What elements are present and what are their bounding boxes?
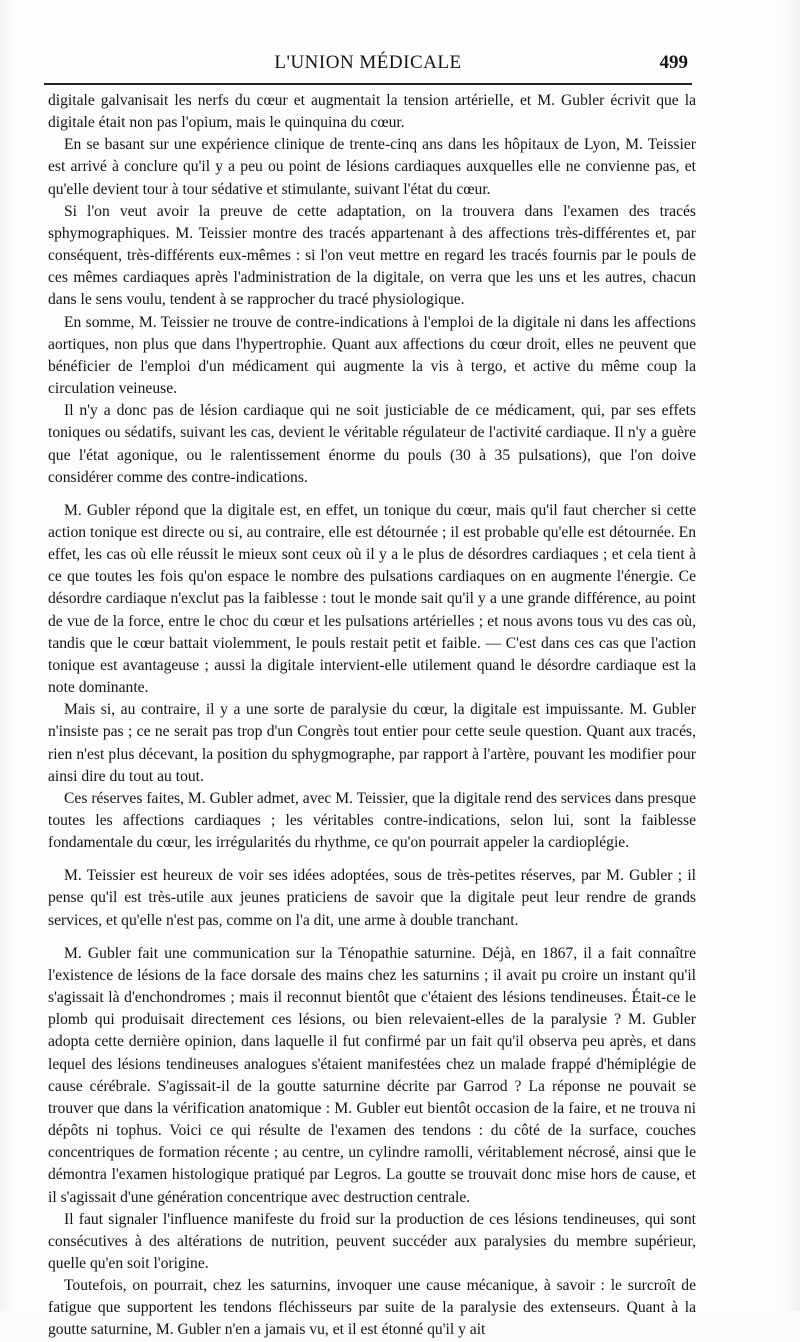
paragraph: M. Gubler répond que la digitale est, en effet, un tonique du cœur, mais qu'il faut chercher si cette action tonique est directe ou si, au contraire, elle est détournée ; il est probable qu'elle est détournée. En effet, les cas où elle réussit le mieux sont ceux où il y a le plus de désordres cardiaques ; et cela tient à ce que toutes les fois qu'on espace le nombre des pulsations cardiaques on en augmente l'énergie. Ce désordre cardiaque n'exclut pas la faiblesse : tout le monde sait qu'il y a une grande différence, au point de vue de la force, entre le choc du cœur et les pulsations artérielles ; et nous avons tous vu des cas où, tandis que le cœur battait violemment, le pouls restait petit et faible. — C'est dans ces cas que l'action tonique est avantageuse ; aussi la digitale intervient-elle utilement quand le désordre cardiaque est la note dominante.	[48, 501, 696, 697]
paragraph: Ces réserves faites, M. Gubler admet, avec M. Teissier, que la digitale rend des services dans presque toutes les affections cardiaques ; les véritables contre-indications, selon lui, sont la faiblesse fondamentale du cœur, les irrégularités du rhythme, ce qu'on pourrait appeler la cardioplégie.	[48, 789, 696, 852]
paragraph: Mais si, au contraire, il y a une sorte de paralysie du cœur, la digitale est impuissante. M. Gubler n'insiste pas ; ce ne serait pas trop d'un Congrès tout entier pour cette seule question. Quant aux tracés, rien n'est plus décevant, la position du sphygmographe, par rapport à l'artère, pouvant les modifier pour ainsi dire du tout au tout.	[48, 701, 696, 785]
paragraph: Si l'on veut avoir la preuve de cette adaptation, on la trouvera dans l'examen des tracés sphymographiques. M. Teissier montre des tracés appartenant à des affections très-différentes et, par conséquent, très-différents eux-mêmes : si l'on veut mettre en regard les tracés fournis par le pouls de ces mêmes cardiaques après l'administration de la digitale, on verra que les uns et les autres, chacun dans le sens voulu, tendent à se rapprocher du tracé physiologique.	[48, 202, 696, 309]
paragraph: En se basant sur une expérience clinique de trente-cinq ans dans les hôpitaux de Lyon, M. Teissier est arrivé à conclure qu'il y a peu ou point de lésions cardiaques auxquelles elle ne convienne pas, et qu'elle devient tour à tour sédative et stimulante, suivant l'état du cœur.	[48, 136, 696, 198]
article-body	[48, 90, 696, 1342]
paragraph: Toutefois, on pourrait, chez les saturnins, invoquer une cause mécanique, à savoir : le surcroît de fatigue que supportent les tendons fléchisseurs par suite de la paralysie des extenseurs. Quant à la goutte saturnine, M. Gubler n'en a jamais vu, et il est étonné qu'il y ait	[48, 1277, 696, 1339]
paragraph: Il faut signaler l'influence manifeste du froid sur la production de ces lésions tendineuses, qui sont consécutives à des altérations de nutrition, peuvent succéder aux paralysies du membre supérieur, quelle qu'en soit l'origine.	[48, 1210, 696, 1272]
paragraph: Il n'y a donc pas de lésion cardiaque qui ne soit justiciable de ce médicament, qui, par ses effets toniques ou sédatifs, suivant les cas, devient le véritable régulateur de l'activité cardiaque. Il n'y a guère que l'état agonique, ou le ralentissement énorme du pouls (30 à 35 pulsations), que l'on doive considérer comme des contre-indications.	[48, 402, 696, 486]
page-number: 499	[659, 52, 688, 73]
paragraph: En somme, M. Teissier ne trouve de contre-indications à l'emploi de la digitale ni dans les affections aortiques, non plus que dans l'hypertrophie. Quant aux affections du cœur droit, elles ne peuvent que bénéficier de l'emploi d'un médicament qui augmente la vis à tergo, et active du même coup la circulation veineuse.	[48, 313, 696, 398]
paragraph: digitale galvanisait les nerfs du cœur et augmentait la tension artérielle, et M. Gubler écrivit que la digitale était non pas l'opium, mais le quinquina du cœur.	[48, 92, 696, 132]
paragraph: M. Gubler fait une communication sur la Ténopathie saturnine. Déjà, en 1867, il a fait connaître l'existence de lésions de la face dorsale des mains chez les saturnins ; il avait pu croire un instant qu'il s'agissait là d'enchondromes ; mais il reconnut bientôt que c'étaient des lésions tendineuses. Était-ce le plomb qui produisait directement ces lésions, ou bien relevaient-elles de la paralysie ? M. Gubler adopta cette dernière opinion, dans laquelle il fut confirmé par un fait qu'il observa peu après, et dans lequel des lésions tendineuses analogues s'étaient manifestées chez un malade frappé d'hémiplégie de cause cérébrale. S'agissait-il de la goutte saturnine décrite par Garrod ? La réponse ne pouvait se trouver que dans la vérification anatomique : M. Gubler eut bientôt occasion de la faire, et ne trouva ni dépôts ni tophus. Voici ce qui résulte de l'examen des tendons : du côté de la surface, couches concentriques de formation récente ; au centre, un cylindre ramolli, véritablement nécrosé, ainsi que le démontra l'examen histologique pratiqué par Legros. La goutte se trouvait donc mise hors de cause, et il s'agissait d'une génération concentrique avec destruction centrale.	[48, 944, 696, 1206]
paragraph: M. Teissier est heureux de voir ses idées adoptées, sous de très-petites réserves, par M. Gubler ; il pense qu'il est très-utile aux jeunes praticiens de savoir que la digitale peut leur rendre de grands services, et qu'elle n'est pas, comme on l'a dit, une arme à double tranchant.	[48, 867, 696, 929]
running-header	[48, 52, 688, 82]
header-rule	[44, 83, 692, 85]
journal-title: L'UNION MÉDICALE	[274, 52, 462, 73]
